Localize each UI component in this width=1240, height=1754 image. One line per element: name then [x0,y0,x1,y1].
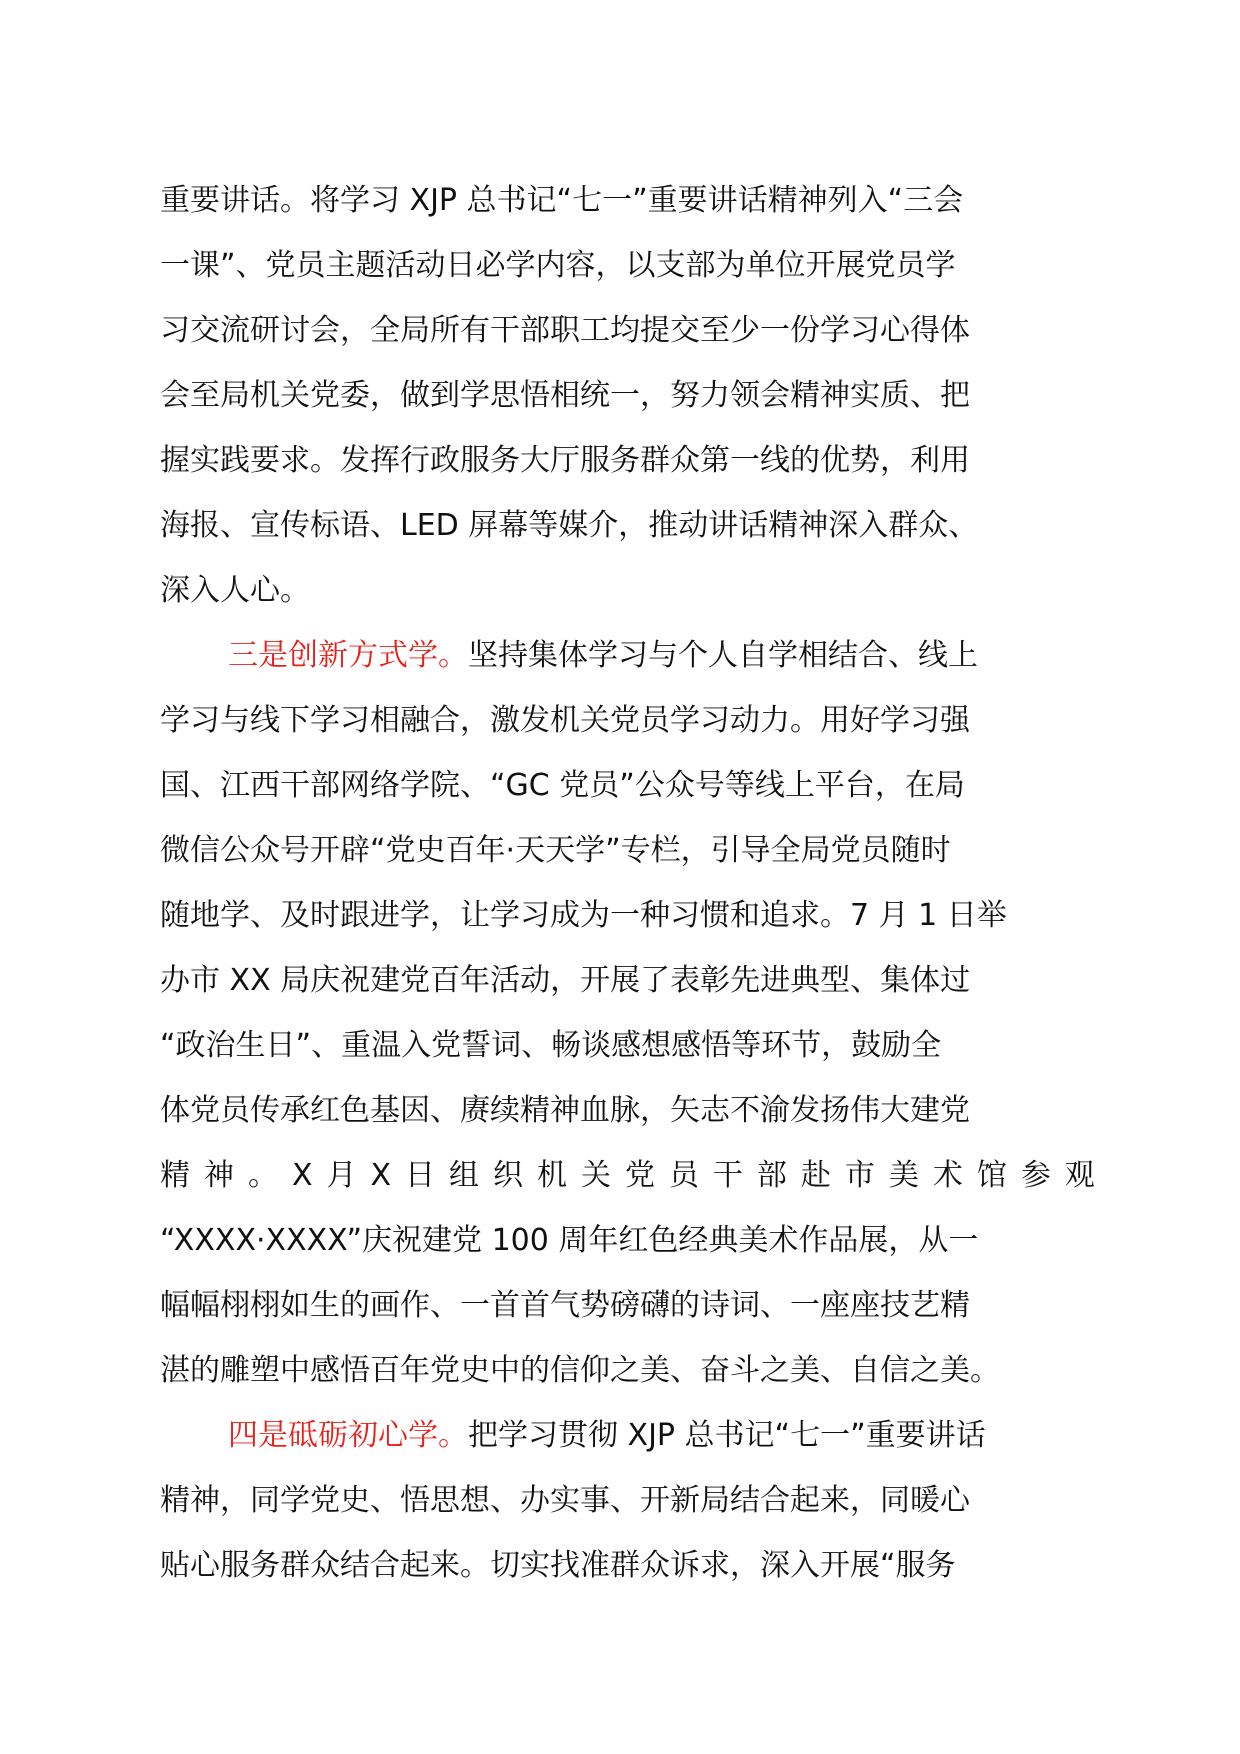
text-line: 海报、宣传标语、LED 屏幕等媒介，推动讲话精神深入群众、 [160,508,979,543]
spread-char: 关 [580,1158,611,1193]
spread-char: 织 [493,1158,523,1193]
text-line: 体党员传承红色基因、赓续精神血脉，矢志不渝发扬伟大建党 [160,1093,970,1128]
section-heading: 三是创新方式学。 [228,638,468,673]
spread-char: 干 [712,1158,743,1193]
text-line: 湛的雕塑中感悟百年党史中的信仰之美、奋斗之美、自信之美。 [160,1353,1000,1388]
spread-char: X [370,1158,392,1193]
text-run: 坚持集体学习与个人自学相结合、线上 [468,638,978,673]
spread-char: 部 [756,1158,787,1193]
spread-char: X [291,1158,313,1193]
spread-char: 市 [844,1158,875,1193]
text-line: “政治生日”、重温入党誓词、畅谈感想感悟等环节，鼓励全 [160,1028,942,1063]
spread-char: 。 [247,1158,278,1193]
spread-char: 术 [932,1158,963,1193]
spread-char: 月 [326,1158,357,1193]
text-line: 国、江西干部网络学院、“GC 党员”公众号等线上平台，在局 [160,768,965,803]
spread-char: 员 [668,1158,699,1193]
spread-char: 精 [160,1158,190,1193]
text-line: 深入人心。 [160,573,310,608]
text-line: 习交流研讨会，全局所有干部职工均提交至少一份学习心得体 [160,313,970,348]
spread-char: 日 [405,1158,436,1193]
text-run: 把学习贯彻 XJP 总书记“七一”重要讲话 [468,1418,986,1453]
text-line: 学习与线下学习相融合，激发机关党员学习动力。用好学习强 [160,703,970,738]
text-line: 微信公众号开辟“党史百年·天天学”专栏，引导全局党员随时 [160,833,951,868]
text-line: 会至局机关党委，做到学思悟相统一，努力领会精神实质、把 [160,378,970,413]
text-line: 贴心服务群众结合起来。切实找准群众诉求，深入开展“服务 [160,1548,956,1583]
text-line: 一课”、党员主题活动日必学内容，以支部为单位开展党员学 [160,248,956,283]
text-line: 握实践要求。发挥行政服务大厅服务群众第一线的优势，利用 [160,443,970,478]
spread-char: 神 [203,1158,234,1193]
text-line: “XXXX·XXXX”庆祝建党 100 周年红色经典美术作品展，从一 [160,1223,979,1258]
spread-char: 赴 [800,1158,831,1193]
paragraph-first-line [160,1403,1095,1468]
spread-char: 党 [624,1158,655,1193]
text-line: 重要讲话。将学习 XJP 总书记“七一”重要讲话精神列入“三会 [160,183,964,218]
spread-char: 观 [1064,1158,1095,1193]
spread-char: 馆 [976,1158,1007,1193]
paragraph-first-line [160,623,1095,688]
text-line: 办市 XX 局庆祝建党百年活动，开展了表彰先进典型、集体过 [160,963,971,998]
spread-char: 组 [449,1158,480,1193]
text-line: 精神，同学党史、悟思想、办实事、开新局结合起来，同暖心 [160,1483,970,1518]
spread-char: 机 [536,1158,567,1193]
text-line: 随地学、及时跟进学，让学习成为一种习惯和追求。7 月 1 日举 [160,898,1007,933]
spread-char: 美 [888,1158,919,1193]
section-heading: 四是砥砺初心学。 [228,1418,468,1453]
text-line: 幅幅栩栩如生的画作、一首首气势磅礴的诗词、一座座技艺精 [160,1288,970,1323]
document-page [160,168,1095,1598]
justified-text-line [160,1143,1095,1208]
spread-char: 参 [1020,1158,1051,1193]
